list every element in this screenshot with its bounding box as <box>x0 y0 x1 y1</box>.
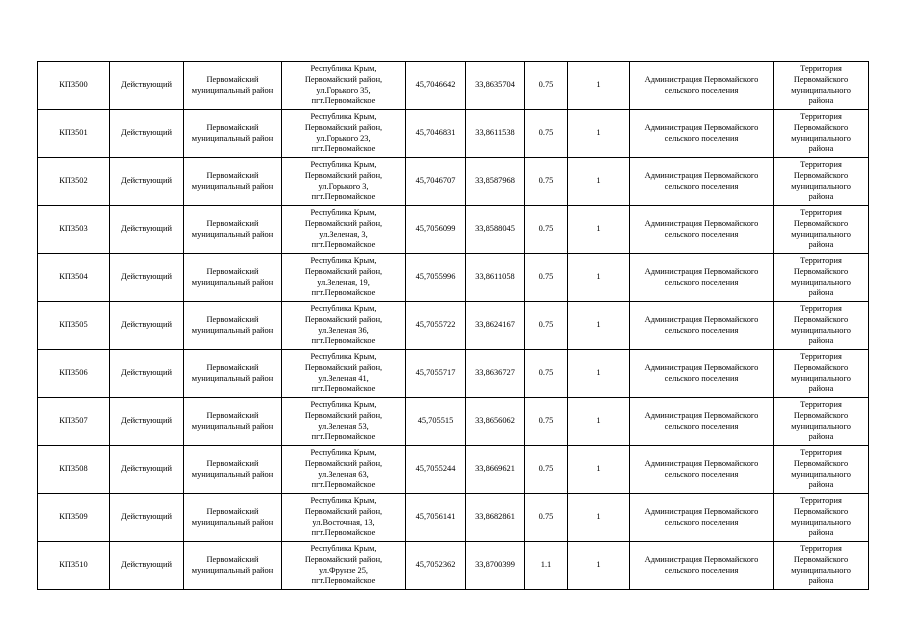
latitude-cell: 45,7056099 <box>406 206 466 254</box>
longitude-cell: 33,8669621 <box>466 446 525 494</box>
count-cell: 1 <box>568 446 630 494</box>
service-area-cell: Территория Первомайского муниципального района <box>774 398 869 446</box>
address-cell: Республика Крым, Первомайский район, ул.Зеленая, 19, пгт.Первомайское <box>282 254 406 302</box>
owner-cell: Администрация Первомайского сельского поселения <box>630 542 774 590</box>
address-cell: Республика Крым, Первомайский район, ул.Восточная, 13, пгт.Первомайское <box>282 494 406 542</box>
table-row <box>38 110 869 158</box>
longitude-cell: 33,8656062 <box>466 398 525 446</box>
longitude-cell: 33,8611538 <box>466 110 525 158</box>
latitude-cell: 45,7046831 <box>406 110 466 158</box>
owner-cell: Администрация Первомайского сельского поселения <box>630 254 774 302</box>
registry-table <box>37 61 869 590</box>
district-cell: Первомайский муниципальный район <box>184 446 282 494</box>
latitude-cell: 45,7055996 <box>406 254 466 302</box>
latitude-cell: 45,7055722 <box>406 302 466 350</box>
owner-cell: Администрация Первомайского сельского поселения <box>630 62 774 110</box>
count-cell: 1 <box>568 110 630 158</box>
owner-cell: Администрация Первомайского сельского поселения <box>630 398 774 446</box>
point-id-cell: КП3502 <box>38 158 110 206</box>
count-cell: 1 <box>568 350 630 398</box>
count-cell: 1 <box>568 158 630 206</box>
service-area-cell: Территория Первомайского муниципального района <box>774 350 869 398</box>
latitude-cell: 45,7056141 <box>406 494 466 542</box>
latitude-cell: 45,7055244 <box>406 446 466 494</box>
address-cell: Республика Крым, Первомайский район, ул.Зеленая 63, пгт.Первомайское <box>282 446 406 494</box>
status-cell: Действующий <box>110 302 184 350</box>
table-row <box>38 494 869 542</box>
owner-cell: Администрация Первомайского сельского поселения <box>630 110 774 158</box>
address-cell: Республика Крым, Первомайский район, ул.Зеленая 41, пгт.Первомайское <box>282 350 406 398</box>
longitude-cell: 33,8682861 <box>466 494 525 542</box>
point-id-cell: КП3508 <box>38 446 110 494</box>
address-cell: Республика Крым, Первомайский район, ул.Зеленая 36, пгт.Первомайское <box>282 302 406 350</box>
area-cell: 0.75 <box>525 110 568 158</box>
district-cell: Первомайский муниципальный район <box>184 62 282 110</box>
count-cell: 1 <box>568 302 630 350</box>
status-cell: Действующий <box>110 110 184 158</box>
table-row <box>38 350 869 398</box>
address-cell: Республика Крым, Первомайский район, ул.Горького 23, пгт.Первомайское <box>282 110 406 158</box>
owner-cell: Администрация Первомайского сельского поселения <box>630 494 774 542</box>
address-cell: Республика Крым, Первомайский район, ул.Фрунзе 25, пгт.Первомайское <box>282 542 406 590</box>
table-body <box>38 62 869 590</box>
status-cell: Действующий <box>110 446 184 494</box>
owner-cell: Администрация Первомайского сельского поселения <box>630 302 774 350</box>
address-cell: Республика Крым, Первомайский район, ул.Зеленая 53, пгт.Первомайское <box>282 398 406 446</box>
area-cell: 0.75 <box>525 206 568 254</box>
service-area-cell: Территория Первомайского муниципального района <box>774 494 869 542</box>
service-area-cell: Территория Первомайского муниципального района <box>774 110 869 158</box>
service-area-cell: Территория Первомайского муниципального района <box>774 254 869 302</box>
area-cell: 0.75 <box>525 254 568 302</box>
table-row <box>38 398 869 446</box>
district-cell: Первомайский муниципальный район <box>184 302 282 350</box>
longitude-cell: 33,8636727 <box>466 350 525 398</box>
service-area-cell: Территория Первомайского муниципального района <box>774 302 869 350</box>
service-area-cell: Территория Первомайского муниципального района <box>774 158 869 206</box>
address-cell: Республика Крым, Первомайский район, ул.Зеленая, 3, пгт.Первомайское <box>282 206 406 254</box>
status-cell: Действующий <box>110 494 184 542</box>
area-cell: 0.75 <box>525 398 568 446</box>
owner-cell: Администрация Первомайского сельского поселения <box>630 350 774 398</box>
longitude-cell: 33,8635704 <box>466 62 525 110</box>
service-area-cell: Территория Первомайского муниципального района <box>774 446 869 494</box>
address-cell: Республика Крым, Первомайский район, ул.Горького 3, пгт.Первомайское <box>282 158 406 206</box>
longitude-cell: 33,8700399 <box>466 542 525 590</box>
point-id-cell: КП3506 <box>38 350 110 398</box>
area-cell: 0.75 <box>525 62 568 110</box>
count-cell: 1 <box>568 494 630 542</box>
district-cell: Первомайский муниципальный район <box>184 542 282 590</box>
district-cell: Первомайский муниципальный район <box>184 494 282 542</box>
area-cell: 0.75 <box>525 446 568 494</box>
latitude-cell: 45,7046642 <box>406 62 466 110</box>
owner-cell: Администрация Первомайского сельского поселения <box>630 446 774 494</box>
table-row <box>38 62 869 110</box>
status-cell: Действующий <box>110 206 184 254</box>
table-row <box>38 206 869 254</box>
longitude-cell: 33,8587968 <box>466 158 525 206</box>
status-cell: Действующий <box>110 254 184 302</box>
owner-cell: Администрация Первомайского сельского поселения <box>630 158 774 206</box>
count-cell: 1 <box>568 206 630 254</box>
point-id-cell: КП3509 <box>38 494 110 542</box>
area-cell: 1.1 <box>525 542 568 590</box>
district-cell: Первомайский муниципальный район <box>184 110 282 158</box>
point-id-cell: КП3501 <box>38 110 110 158</box>
area-cell: 0.75 <box>525 494 568 542</box>
district-cell: Первомайский муниципальный район <box>184 254 282 302</box>
table-row <box>38 254 869 302</box>
count-cell: 1 <box>568 542 630 590</box>
area-cell: 0.75 <box>525 302 568 350</box>
status-cell: Действующий <box>110 542 184 590</box>
point-id-cell: КП3503 <box>38 206 110 254</box>
status-cell: Действующий <box>110 350 184 398</box>
district-cell: Первомайский муниципальный район <box>184 398 282 446</box>
latitude-cell: 45,705515 <box>406 398 466 446</box>
area-cell: 0.75 <box>525 350 568 398</box>
point-id-cell: КП3505 <box>38 302 110 350</box>
point-id-cell: КП3500 <box>38 62 110 110</box>
longitude-cell: 33,8624167 <box>466 302 525 350</box>
status-cell: Действующий <box>110 398 184 446</box>
point-id-cell: КП3510 <box>38 542 110 590</box>
table-row <box>38 302 869 350</box>
service-area-cell: Территория Первомайского муниципального района <box>774 62 869 110</box>
table-row <box>38 446 869 494</box>
point-id-cell: КП3504 <box>38 254 110 302</box>
longitude-cell: 33,8588045 <box>466 206 525 254</box>
count-cell: 1 <box>568 254 630 302</box>
table-row <box>38 158 869 206</box>
status-cell: Действующий <box>110 158 184 206</box>
address-cell: Республика Крым, Первомайский район, ул.Горького 35, пгт.Первомайское <box>282 62 406 110</box>
service-area-cell: Территория Первомайского муниципального района <box>774 542 869 590</box>
district-cell: Первомайский муниципальный район <box>184 158 282 206</box>
longitude-cell: 33,8611058 <box>466 254 525 302</box>
service-area-cell: Территория Первомайского муниципального района <box>774 206 869 254</box>
table-row <box>38 542 869 590</box>
count-cell: 1 <box>568 62 630 110</box>
area-cell: 0.75 <box>525 158 568 206</box>
district-cell: Первомайский муниципальный район <box>184 350 282 398</box>
status-cell: Действующий <box>110 62 184 110</box>
owner-cell: Администрация Первомайского сельского поселения <box>630 206 774 254</box>
count-cell: 1 <box>568 398 630 446</box>
district-cell: Первомайский муниципальный район <box>184 206 282 254</box>
point-id-cell: КП3507 <box>38 398 110 446</box>
latitude-cell: 45,7046707 <box>406 158 466 206</box>
latitude-cell: 45,7052362 <box>406 542 466 590</box>
latitude-cell: 45,7055717 <box>406 350 466 398</box>
